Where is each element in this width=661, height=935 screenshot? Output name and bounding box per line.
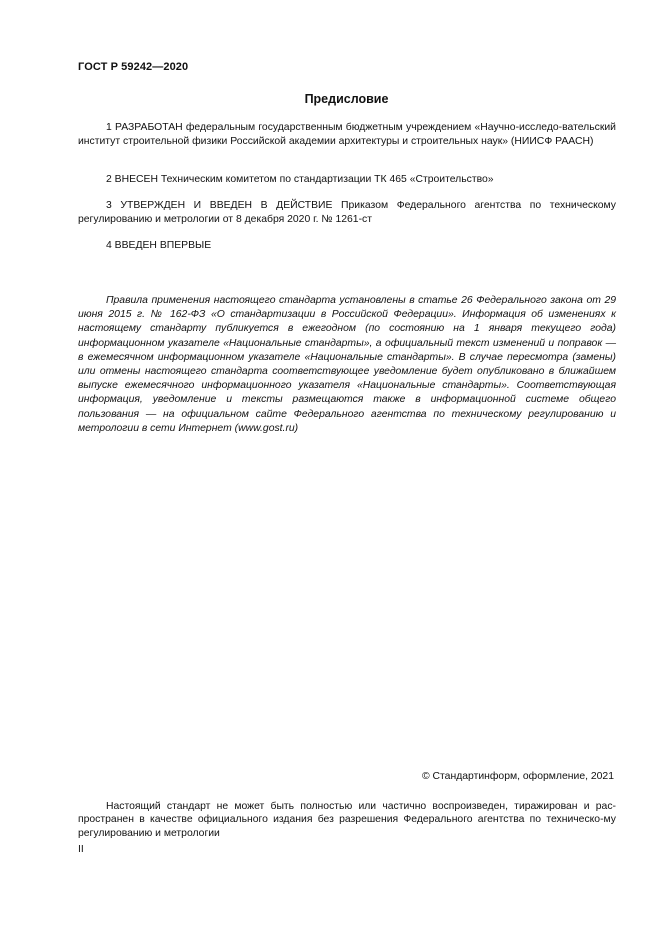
page-title: Предисловие [304, 92, 389, 106]
document-code-header: ГОСТ Р 59242—2020 [78, 61, 189, 73]
preface-item-submitted: 2 ВНЕСЕН Техническим комитетом по стандартизации ТК 465 «Строительство» [106, 174, 494, 185]
preface-item-introduced: 4 ВВЕДЕН ВПЕРВЫЕ [106, 240, 212, 251]
reproduction-notice: Настоящий стандарт не может быть полностью или частично воспроизведен, тиражирован и рас-пространен в качестве официального издания без разрешения Федерального агентства по техническо-му регулированию и метрологии [78, 801, 616, 839]
copyright-line: © Стандартинформ, оформление, 2021 [421, 771, 614, 782]
page-number: II [78, 844, 84, 855]
application-rules-notice: Правила применения настоящего стандарта установлены в статье 26 Федерального закона от 29 июня 2015 г. № 162-ФЗ «О стандартизации в Российской Федерации». Информация об изменениях к настоящему стандарту публикуется в ежегодном (по состоянию на 1 января текущего года) информационном указателе «Национальные стандарты», а официальный текст изменений и поправок — в ежемесячном информационном указателе «Национальные стандарты». В случае пересмотра (замены) или отмены настоящего стандарта соответствующее уведомление будет опубликовано в ближайшем выпуске ежемесячного информационного указателя «Национальные стандарты». Соответствующая информация, уведомление и тексты размещаются также в информационной системе общего пользования — на официальном сайте Федерального агентства по техническому регулированию и метрологии в сети Интернет (www.gost.ru) [78, 295, 616, 434]
preface-item-developed: 1 РАЗРАБОТАН федеральным государственным бюджетным учреждением «Научно-исследо-вательский институт строительной физики Российской академии архитектуры и строительных наук» (НИИСФ РААСН) [78, 122, 616, 147]
preface-item-approved: 3 УТВЕРЖДЕН И ВВЕДЕН В ДЕЙСТВИЕ Приказом Федерального агентства по техническому регулированию и метрологии от 8 декабря 2020 г. № 1261-ст [78, 200, 616, 225]
